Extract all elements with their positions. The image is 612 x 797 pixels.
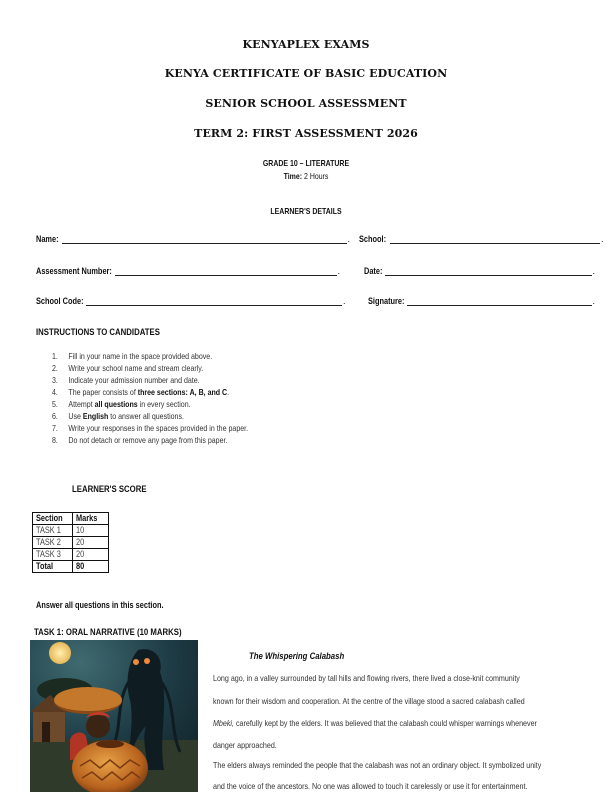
learner-details-row-1	[36, 234, 602, 248]
name-field[interactable]	[36, 234, 350, 244]
school-input-line[interactable]	[390, 234, 600, 244]
task-1-title: TASK 1: ORAL NARRATIVE (10 MARKS)	[34, 627, 182, 638]
instruction-item	[52, 434, 248, 446]
story-line	[213, 712, 598, 735]
item-number: 6.	[52, 410, 68, 422]
signature-input-line[interactable]	[407, 296, 592, 306]
marks-cell: 10	[72, 525, 108, 537]
story-title: The Whispering Calabash	[249, 651, 344, 662]
assessment-number-input-line[interactable]	[115, 266, 337, 276]
item-emphasis: English	[83, 410, 108, 422]
learner-details-title: LEARNER'S DETAILS	[55, 206, 557, 216]
item-text: Use	[68, 410, 82, 422]
date-field[interactable]	[364, 266, 595, 276]
item-emphasis: three sections: A, B, and C	[138, 386, 227, 398]
story-line: The elders always reminded the people that the calabash was not an ordinary object. It symbolized unity	[213, 755, 598, 775]
exam-body-title: KENYAPLEX EXAMS	[0, 38, 612, 51]
calabash-name: Mbeki,	[213, 718, 234, 728]
item-number: 4.	[52, 386, 68, 398]
table-row	[33, 537, 109, 549]
name-label: Name:	[36, 234, 59, 244]
learner-details-row-3	[36, 296, 602, 310]
story-line: Long ago, in a valley surrounded by tall hills and flowing rivers, there lived a close-knit community	[213, 667, 598, 690]
item-number: 7.	[52, 422, 68, 434]
table-row	[33, 549, 109, 561]
instruction-item	[52, 410, 248, 422]
instruction-item	[52, 386, 248, 398]
assessment-number-field[interactable]	[36, 266, 340, 276]
item-text: Write your school name and stream clearly.	[68, 362, 203, 374]
section-cell: TASK 1	[33, 525, 73, 537]
header-cell: Marks	[72, 513, 108, 525]
certificate-title: KENYA CERTIFICATE OF BASIC EDUCATION	[0, 67, 612, 80]
name-input-line[interactable]	[62, 234, 347, 244]
item-text: to answer all questions.	[108, 410, 184, 422]
item-text: Write your responses in the spaces provided in the paper.	[68, 422, 248, 434]
instruction-item	[52, 398, 248, 410]
story-line-text: carefully kept by the elders. It was believed that the calabash could whisper warnings whenever	[236, 718, 537, 728]
instructions-list	[52, 350, 291, 446]
item-emphasis: all questions	[95, 398, 138, 410]
school-code-field[interactable]	[36, 296, 346, 306]
end-mark: .	[343, 296, 346, 306]
school-code-label: School Code:	[36, 296, 84, 306]
total-label-cell: Total	[33, 561, 73, 573]
instruction-item	[52, 350, 248, 362]
term-title: TERM 2: FIRST ASSESSMENT 2026	[0, 127, 612, 140]
story-line: known for their wisdom and cooperation. At the centre of the village stood a sacred calabash called	[213, 690, 598, 713]
table-total-row	[33, 561, 109, 573]
item-number: 8.	[52, 434, 68, 446]
signature-field[interactable]	[368, 296, 595, 306]
section-cell: TASK 2	[33, 537, 73, 549]
date-input-line[interactable]	[385, 266, 592, 276]
calabash-painting-icon	[30, 640, 198, 792]
story-text	[213, 667, 598, 797]
grade-subject: GRADE 10 – LITERATURE	[55, 158, 557, 168]
exam-time	[55, 171, 557, 181]
total-marks-cell: 80	[72, 561, 108, 573]
instructions-title: INSTRUCTIONS TO CANDIDATES	[36, 327, 160, 338]
learner-details-row-2	[36, 266, 602, 280]
school-code-input-line[interactable]	[86, 296, 342, 306]
marks-cell: 20	[72, 537, 108, 549]
item-number: 2.	[52, 362, 68, 374]
end-mark: .	[348, 234, 351, 244]
item-text: Fill in your name in the space provided above.	[68, 350, 212, 362]
date-label: Date:	[364, 266, 382, 276]
story-illustration	[30, 640, 198, 792]
instruction-item	[52, 362, 248, 374]
item-number: 1.	[52, 350, 68, 362]
school-label: School:	[359, 234, 386, 244]
story-line: danger approached.	[213, 735, 598, 755]
assessment-number-label: Assessment Number:	[36, 266, 112, 276]
marks-cell: 20	[72, 549, 108, 561]
end-mark: .	[593, 266, 596, 276]
end-mark: .	[593, 296, 596, 306]
instruction-item	[52, 374, 248, 386]
end-mark: .	[601, 234, 604, 244]
item-text: Do not detach or remove any page from this paper.	[68, 434, 227, 446]
item-text: Attempt	[68, 398, 94, 410]
instruction-item	[52, 422, 248, 434]
section-cell: TASK 3	[33, 549, 73, 561]
item-text: in every section.	[138, 398, 191, 410]
school-field[interactable]	[359, 234, 604, 244]
time-value: 2 Hours	[304, 171, 328, 181]
signature-label: Signature:	[368, 296, 405, 306]
item-text: The paper consists of	[68, 386, 137, 398]
time-label: Time:	[284, 171, 302, 181]
assessment-title: SENIOR SCHOOL ASSESSMENT	[0, 97, 612, 110]
item-text: Indicate your admission number and date.	[68, 374, 199, 386]
table-header-row	[33, 513, 109, 525]
score-table	[32, 512, 109, 573]
item-text: .	[227, 386, 229, 398]
table-row	[33, 525, 109, 537]
end-mark: .	[338, 266, 341, 276]
learners-score-title: LEARNER'S SCORE	[72, 484, 147, 495]
story-line: and the voice of the ancestors. No one was allowed to touch it carelessly or use it for entertainment.	[213, 775, 598, 797]
item-number: 5.	[52, 398, 68, 410]
header-cell: Section	[33, 513, 73, 525]
item-number: 3.	[52, 374, 68, 386]
section-instruction: Answer all questions in this section.	[36, 600, 164, 610]
